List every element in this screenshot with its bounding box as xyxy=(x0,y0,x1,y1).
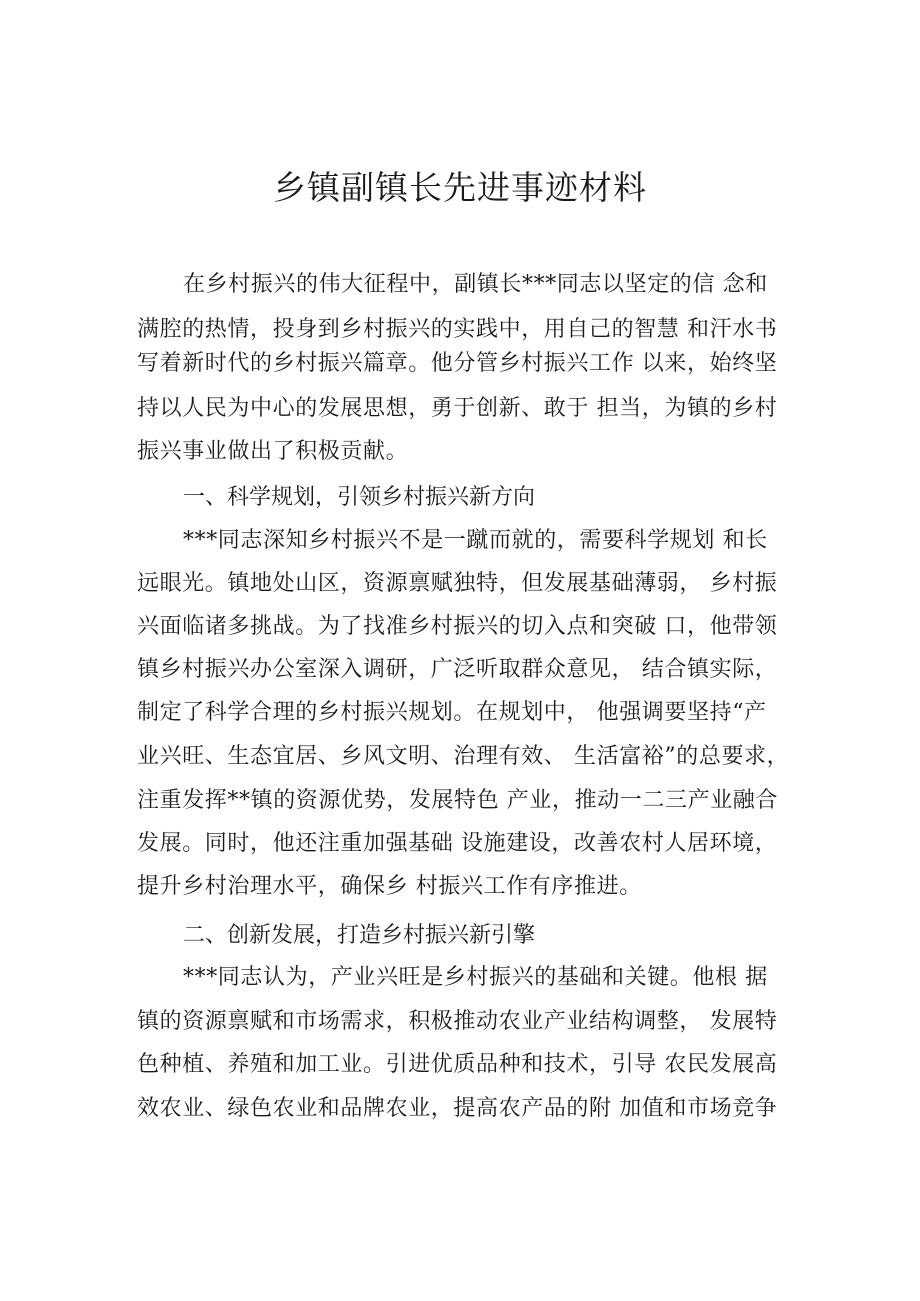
document-title: 乡镇副镇长先进事迹材料 xyxy=(273,168,647,207)
paragraph-line: 提升乡村治理水平，确保乡 村振兴工作有序推进。 xyxy=(137,874,642,899)
paragraph-line: ***同志认为，产业兴旺是乡村振兴的基础和关键。他根 据 xyxy=(183,965,768,990)
paragraph-line: 效农业、绿色农业和品牌农业，提高农产品的附 加值和市场竞争 xyxy=(137,1096,778,1121)
section-heading: 一、科学规划，引领乡村振兴新方向 xyxy=(183,485,536,510)
paragraph-line: 远眼光。镇地处山区，资源禀赋独特，但发展基础薄弱， 乡村振 xyxy=(137,571,778,596)
paragraph-line: 持以人民为中心的发展思想，勇于创新、敢于 担当，为镇的乡村 xyxy=(137,396,778,421)
paragraph-line: ***同志深知乡村振兴不是一蹴而就的，需要科学规划 和长 xyxy=(183,528,768,553)
paragraph-line: 色种植、养殖和加工业。引进优质品种和技术，引导 农民发展高 xyxy=(137,1052,778,1077)
paragraph-line: 镇的资源禀赋和市场需求，积极推动农业产业结构调整， 发展特 xyxy=(137,1009,778,1034)
paragraph-line: 镇乡村振兴办公室深入调研，广泛听取群众意见， 结合镇实际， xyxy=(137,657,778,682)
paragraph-line: 业兴旺、生态宜居、乡风文明、治理有效、 生活富裕”的总要求， xyxy=(137,744,790,769)
paragraph-line: 注重发挥**镇的资源优势，发展特色 产业，推动一二三产业融合 xyxy=(137,788,778,813)
paragraph-line: 写着新时代的乡村振兴篇章。他分管乡村振兴工作 以来，始终坚 xyxy=(137,351,778,376)
section-heading: 二、创新发展，打造乡村振兴新引擎 xyxy=(183,923,536,948)
paragraph-line: 制定了科学合理的乡村振兴规划。在规划中， 他强调要坚持“产 xyxy=(137,700,767,725)
paragraph-line: 在乡村振兴的伟大征程中，副镇长***同志以坚定的信 念和 xyxy=(183,272,768,297)
paragraph-line: 兴面临诸多挑战。为了找准乡村振兴的切入点和突破 口，他带领 xyxy=(137,614,778,639)
paragraph-line: 满腔的热情，投身到乡村振兴的实践中，用自己的智慧 和汗水书 xyxy=(137,317,778,342)
paragraph-line: 振兴事业做出了积极贡献。 xyxy=(137,439,409,464)
paragraph-line: 发展。同时，他还注重加强基础 设施建设，改善农村人居环境， xyxy=(137,831,778,856)
